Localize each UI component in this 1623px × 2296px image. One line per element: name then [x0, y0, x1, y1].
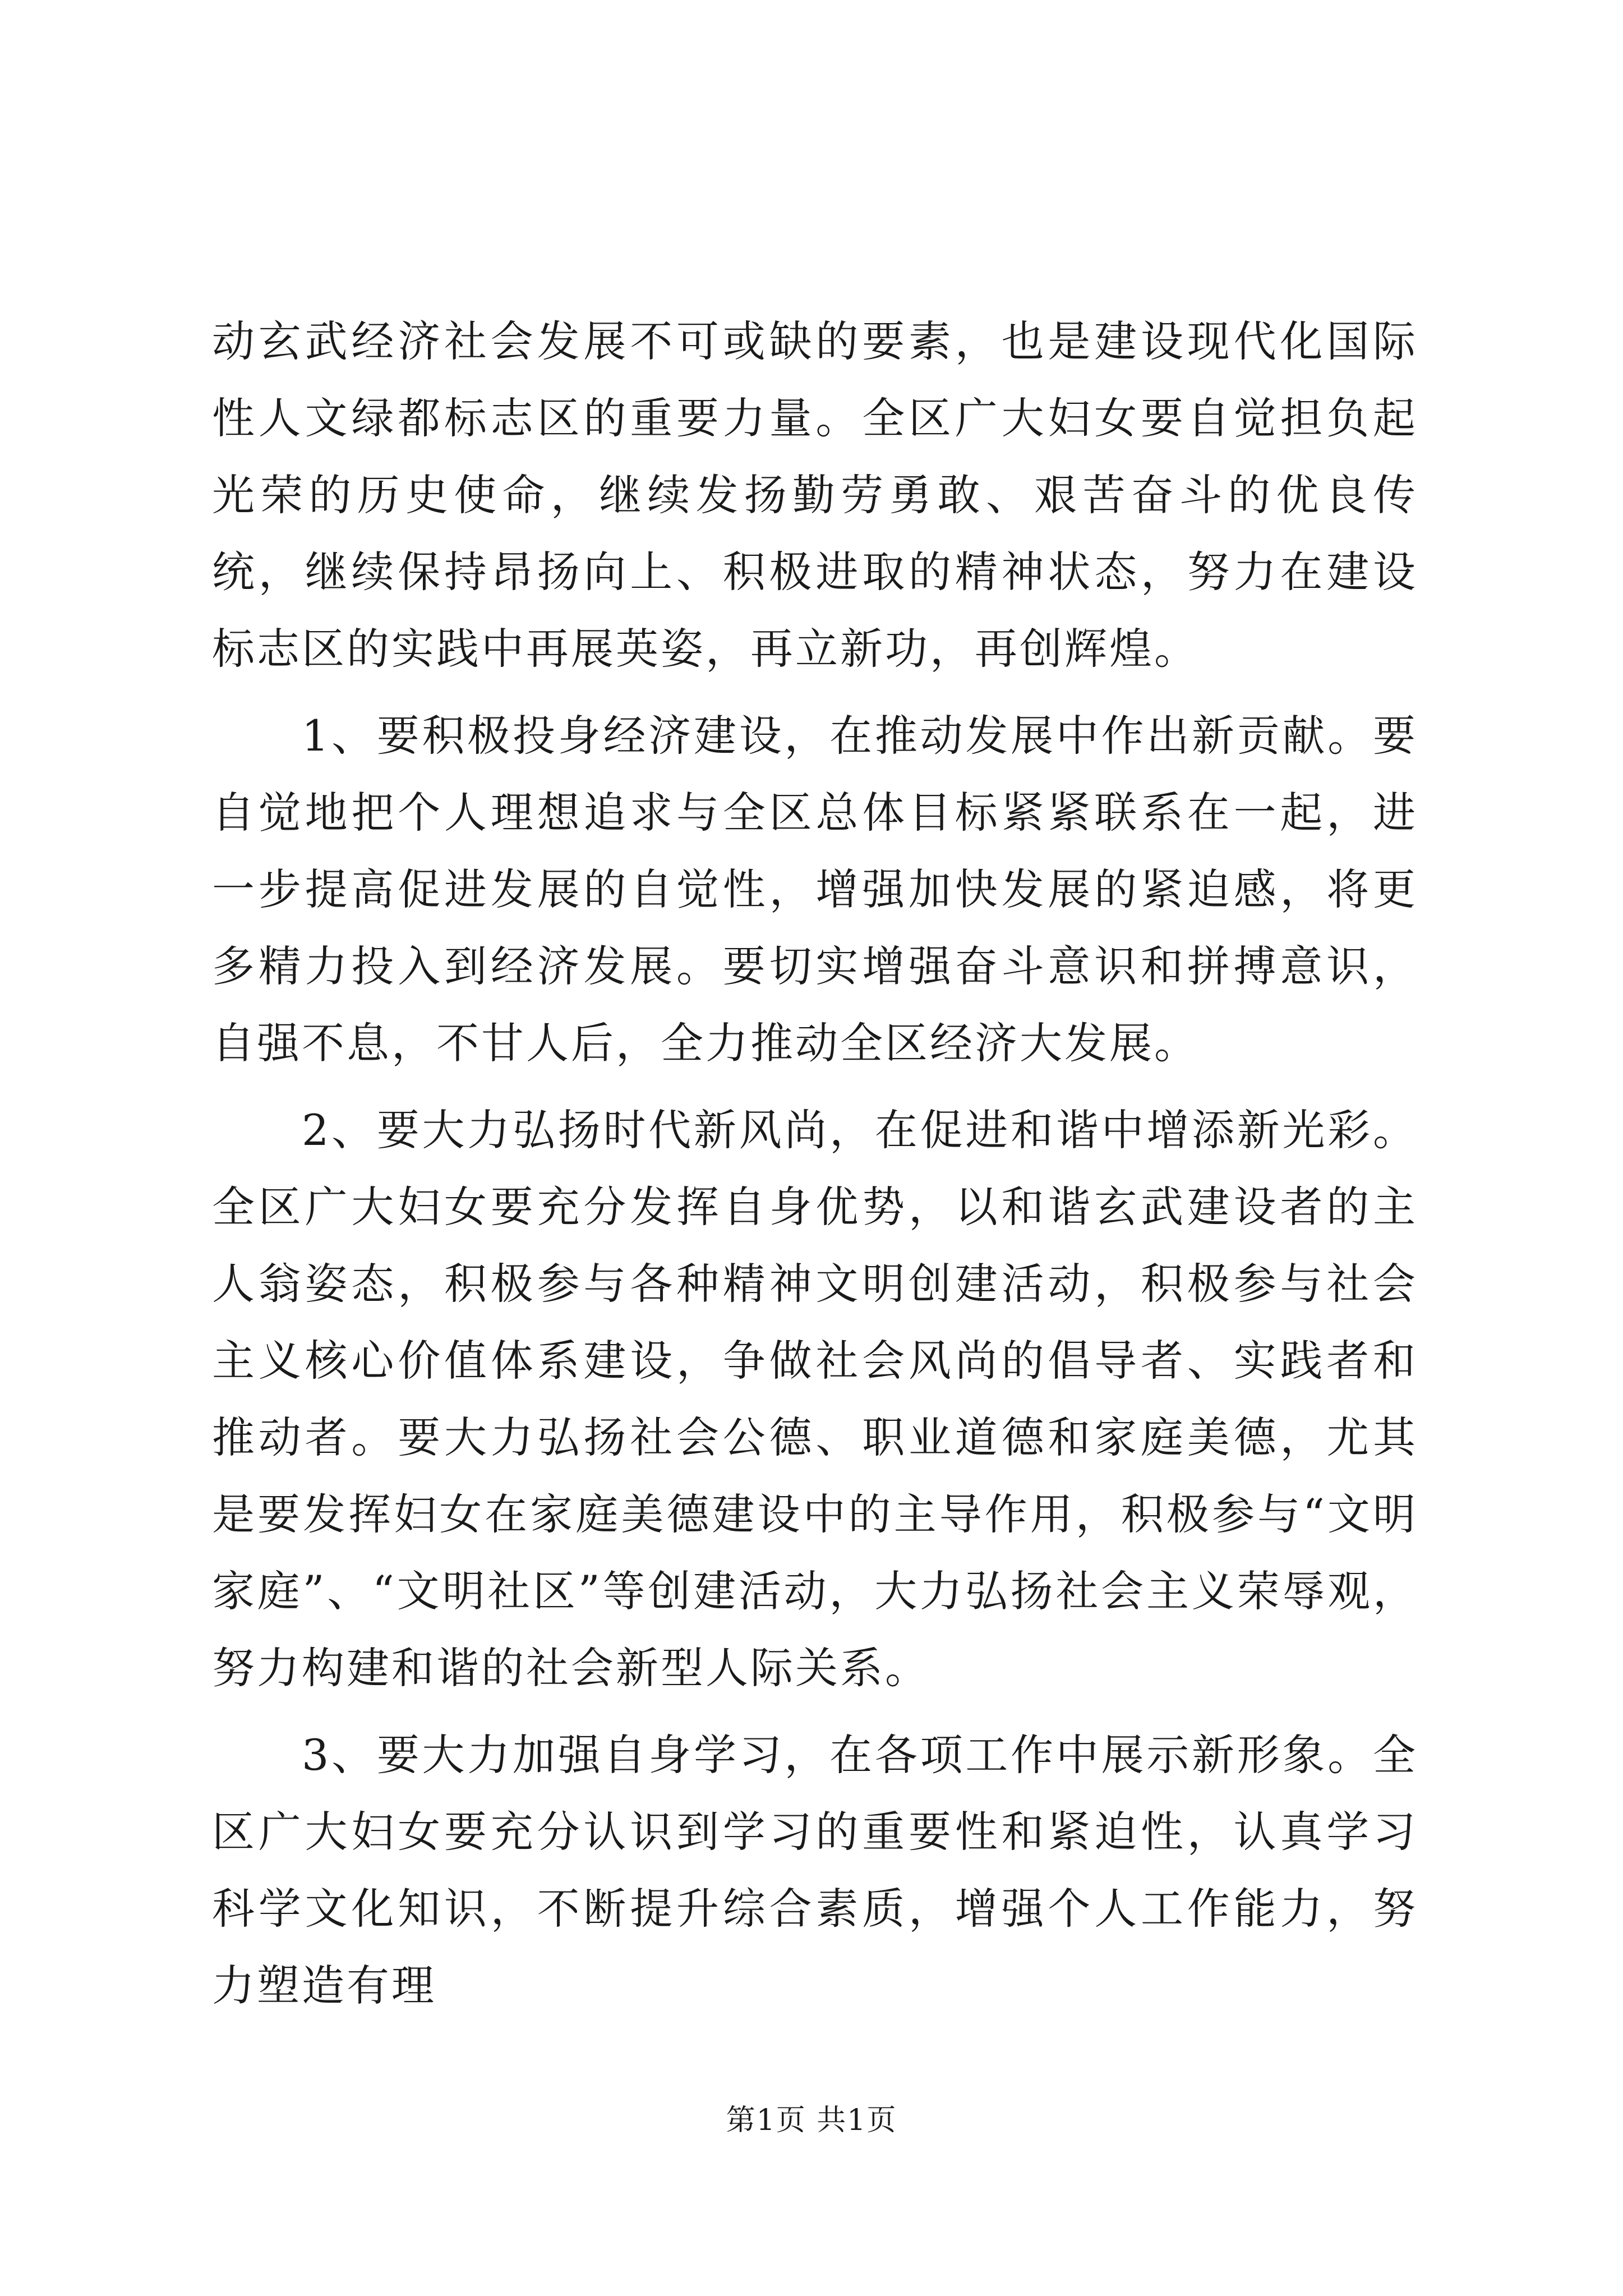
paragraph-item-2: 2、要大力弘扬时代新风尚，在促进和谐中增添新光彩。全区广大妇女要充分发挥自身优势，以和谐玄武建设者的主人翁姿态，积极参与各种精神文明创建活动，积极参与社会主义核心价值体系建设，争做社会风尚的倡导者、实践者和推动者。要大力弘扬社会公德、职业道德和家庭美德，尤其是要发挥妇女在家庭美德建设中的主导作用，积极参与“文明家庭”、“文明社区”等创建活动，大力弘扬社会主义荣辱观，努力构建和谐的社会新型人际关系。: [212, 1105, 1418, 1693]
document-body: [212, 303, 1418, 2034]
paragraph-item-1: 1、要积极投身经济建设，在推动发展中作出新贡献。要自觉地把个人理想追求与全区总体目标紧紧联系在一起，进一步提高促进发展的自觉性，增强加快发展的紧迫感，将更多精力投入到经济发展。要切实增强奋斗意识和拼搏意识，自强不息，不甘人后，全力推动全区经济大发展。: [212, 711, 1418, 1068]
paragraph-item-3: 3、要大力加强自身学习，在各项工作中展示新形象。全区广大妇女要充分认识到学习的重要性和紧迫性，认真学习科学文化知识，不断提升综合素质，增强个人工作能力，努力塑造有理: [212, 1730, 1418, 2010]
paragraph-continuation: 动玄武经济社会发展不可或缺的要素，也是建设现代化国际性人文绿都标志区的重要力量。全区广大妇女要自觉担负起光荣的历史使命，继续发扬勤劳勇敢、艰苦奋斗的优良传统，继续保持昂扬向上、积极进取的精神状态，努力在建设标志区的实践中再展英姿，再立新功，再创辉煌。: [212, 316, 1418, 674]
page-footer: 第1页 共1页: [726, 2104, 897, 2137]
